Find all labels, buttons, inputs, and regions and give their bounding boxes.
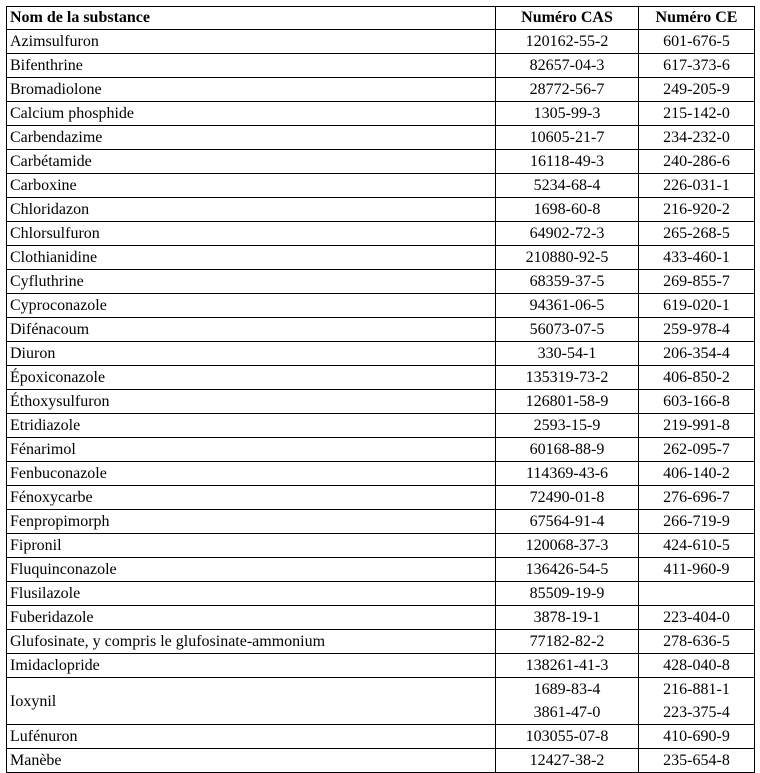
table-row (7, 558, 755, 582)
ce-number-cell: 262-095-7 (639, 438, 755, 462)
table-row (7, 534, 755, 558)
table-row (7, 414, 755, 438)
table-header-row (7, 7, 755, 30)
substance-name-cell: Fénoxycarbe (7, 486, 496, 510)
table-row (7, 30, 755, 54)
cas-number-cell: 103055-07-8 (496, 725, 639, 749)
substance-name-cell: Chlorsulfuron (7, 222, 496, 246)
substance-name-cell: Lufénuron (7, 725, 496, 749)
ce-number-cell: 269-855-7 (639, 270, 755, 294)
substance-name-cell: Azimsulfuron (7, 30, 496, 54)
cas-number-cell: 5234-68-4 (496, 174, 639, 198)
cas-number-cell: 12427-38-2 (496, 749, 639, 773)
table-row (7, 749, 755, 773)
cas-number-cell: 120162-55-2 (496, 30, 639, 54)
substance-table-container (6, 6, 755, 773)
cas-number-cell: 1698-60-8 (496, 198, 639, 222)
cas-number-cell: 60168-88-9 (496, 438, 639, 462)
table-row (7, 318, 755, 342)
ce-number-cell: 249-205-9 (639, 78, 755, 102)
ce-number-cell: 617-373-6 (639, 54, 755, 78)
ce-number-cell: 406-850-2 (639, 366, 755, 390)
ce-number-cell: 601-676-5 (639, 30, 755, 54)
header-cas-number: Numéro CAS (496, 7, 639, 30)
ce-number-cell: 206-354-4 (639, 342, 755, 366)
substance-name-cell: Diuron (7, 342, 496, 366)
substance-name-cell: Fenpropimorph (7, 510, 496, 534)
table-row (7, 438, 755, 462)
cas-number-cell: 126801-58-9 (496, 390, 639, 414)
table-row (7, 390, 755, 414)
substance-table (6, 6, 755, 773)
substance-name-cell: Difénacoum (7, 318, 496, 342)
table-row (7, 678, 755, 725)
ce-number-cell: 406-140-2 (639, 462, 755, 486)
substance-name-cell: Fénarimol (7, 438, 496, 462)
substance-name-cell: Imidaclopride (7, 654, 496, 678)
ce-number-cell: 223-404-0 (639, 606, 755, 630)
cas-number-cell: 114369-43-6 (496, 462, 639, 486)
substance-name-cell: Éthoxysulfuron (7, 390, 496, 414)
substance-name-cell: Époxiconazole (7, 366, 496, 390)
table-row (7, 126, 755, 150)
ce-number-cell: 226-031-1 (639, 174, 755, 198)
cas-number-cell: 68359-37-5 (496, 270, 639, 294)
ce-number-cell: 234-232-0 (639, 126, 755, 150)
cas-number-cell: 2593-15-9 (496, 414, 639, 438)
cas-number-cell: 1305-99-3 (496, 102, 639, 126)
substance-name-cell: Fluquinconazole (7, 558, 496, 582)
ce-number-cell: 219-991-8 (639, 414, 755, 438)
substance-name-cell: Cyproconazole (7, 294, 496, 318)
table-row (7, 270, 755, 294)
cas-number-cell: 85509-19-9 (496, 582, 639, 606)
cas-number-cell: 77182-82-2 (496, 630, 639, 654)
cas-number-value: 1689-83-4 (533, 681, 601, 698)
ce-number-cell: 411-960-9 (639, 558, 755, 582)
table-row (7, 582, 755, 606)
cas-number-cell: 94361-06-5 (496, 294, 639, 318)
table-row (7, 510, 755, 534)
substance-name-cell: Bromadiolone (7, 78, 496, 102)
substance-name-cell: Cyfluthrine (7, 270, 496, 294)
cas-number-cell: 67564-91-4 (496, 510, 639, 534)
ce-number-cell: 216-920-2 (639, 198, 755, 222)
cas-number-cell: 64902-72-3 (496, 222, 639, 246)
cas-number-cell: 210880-92-5 (496, 246, 639, 270)
substance-name-cell: Bifenthrine (7, 54, 496, 78)
ce-number-cell (639, 582, 755, 606)
table-row (7, 725, 755, 749)
table-row (7, 246, 755, 270)
cas-number-cell: 56073-07-5 (496, 318, 639, 342)
table-row (7, 174, 755, 198)
table-row (7, 294, 755, 318)
cas-number-cell (496, 678, 639, 725)
cas-number-cell: 120068-37-3 (496, 534, 639, 558)
ce-number-value: 216-881-1 (663, 681, 730, 698)
ce-number-cell: 240-286-6 (639, 150, 755, 174)
table-row (7, 78, 755, 102)
table-row (7, 630, 755, 654)
ce-number-cell: 215-142-0 (639, 102, 755, 126)
table-row (7, 102, 755, 126)
table-row (7, 366, 755, 390)
substance-name-cell: Carbétamide (7, 150, 496, 174)
table-row (7, 486, 755, 510)
ce-number-cell: 266-719-9 (639, 510, 755, 534)
substance-name-cell: Manèbe (7, 749, 496, 773)
cas-number-cell: 28772-56-7 (496, 78, 639, 102)
cas-number-cell: 135319-73-2 (496, 366, 639, 390)
cas-number-cell: 136426-54-5 (496, 558, 639, 582)
substance-name-cell: Glufosinate, y compris le glufosinate-ammonium (7, 630, 496, 654)
substance-name-cell: Ioxynil (7, 678, 496, 725)
ce-number-cell: 259-978-4 (639, 318, 755, 342)
ce-number-cell: 428-040-8 (639, 654, 755, 678)
ce-number-cell: 619-020-1 (639, 294, 755, 318)
ce-number-value: 223-375-4 (663, 704, 730, 721)
substance-name-cell: Carbendazime (7, 126, 496, 150)
ce-number-cell (639, 678, 755, 725)
substance-name-cell: Fipronil (7, 534, 496, 558)
header-substance-name: Nom de la substance (7, 7, 496, 30)
table-row (7, 150, 755, 174)
cas-number-value: 3861-47-0 (533, 704, 601, 721)
header-ce-number: Numéro CE (639, 7, 755, 30)
substance-name-cell: Clothianidine (7, 246, 496, 270)
cas-number-cell: 82657-04-3 (496, 54, 639, 78)
ce-number-cell: 265-268-5 (639, 222, 755, 246)
table-row (7, 606, 755, 630)
substance-name-cell: Fenbuconazole (7, 462, 496, 486)
cas-number-cell: 16118-49-3 (496, 150, 639, 174)
ce-number-cell: 410-690-9 (639, 725, 755, 749)
ce-number-cell: 276-696-7 (639, 486, 755, 510)
cas-number-cell: 3878-19-1 (496, 606, 639, 630)
ce-number-cell: 235-654-8 (639, 749, 755, 773)
cas-number-cell: 330-54-1 (496, 342, 639, 366)
ce-number-cell: 603-166-8 (639, 390, 755, 414)
ce-number-cell: 278-636-5 (639, 630, 755, 654)
table-row (7, 342, 755, 366)
ce-number-cell: 433-460-1 (639, 246, 755, 270)
table-row (7, 54, 755, 78)
substance-name-cell: Etridiazole (7, 414, 496, 438)
table-row (7, 462, 755, 486)
table-body (7, 30, 755, 773)
substance-name-cell: Calcium phosphide (7, 102, 496, 126)
table-row (7, 654, 755, 678)
cas-number-cell: 72490-01-8 (496, 486, 639, 510)
substance-name-cell: Chloridazon (7, 198, 496, 222)
table-row (7, 222, 755, 246)
substance-name-cell: Carboxine (7, 174, 496, 198)
substance-name-cell: Flusilazole (7, 582, 496, 606)
table-row (7, 198, 755, 222)
cas-number-cell: 138261-41-3 (496, 654, 639, 678)
ce-number-cell: 424-610-5 (639, 534, 755, 558)
cas-number-cell: 10605-21-7 (496, 126, 639, 150)
substance-name-cell: Fuberidazole (7, 606, 496, 630)
